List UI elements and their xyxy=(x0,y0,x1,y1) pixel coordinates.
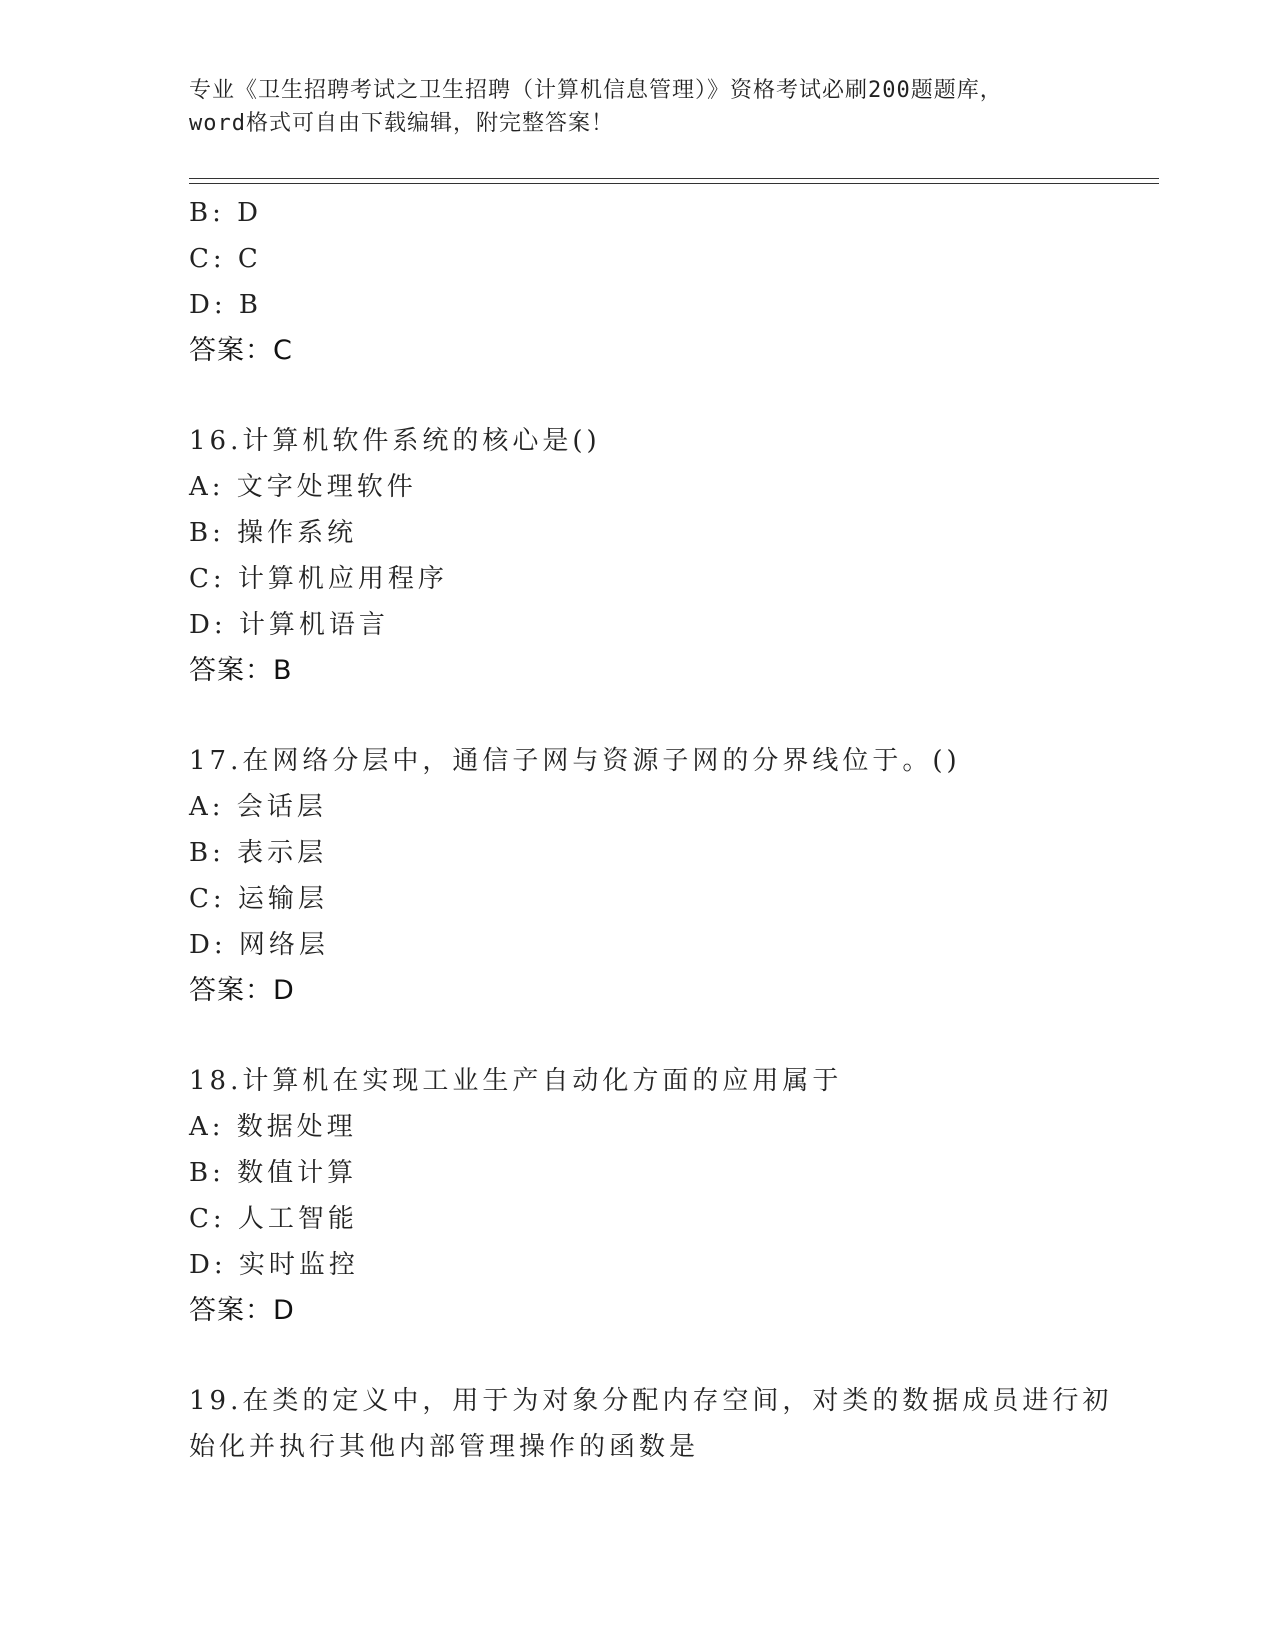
question-spacer xyxy=(189,694,1089,738)
question-text: 17.在网络分层中，通信子网与资源子网的分界线位于。() xyxy=(189,746,961,776)
question-spacer xyxy=(189,1014,1089,1058)
option-b: B: 数值计算 xyxy=(189,1158,358,1188)
header-title-line-2: word格式可自由下载编辑，附完整答案！ xyxy=(189,111,614,136)
option-c: C: 人工智能 xyxy=(189,1204,358,1234)
header-divider-top xyxy=(189,178,1159,179)
question-text: 18.计算机在实现工业生产自动化方面的应用属于 xyxy=(189,1066,843,1096)
option-d: D: B xyxy=(189,290,262,320)
option-a: A: 会话层 xyxy=(189,792,327,822)
question-spacer xyxy=(189,374,1089,418)
answer-text: 答案：C xyxy=(189,335,293,366)
option-b: B: 表示层 xyxy=(189,838,328,868)
question-spacer xyxy=(189,1334,1089,1378)
question-17 xyxy=(189,738,1089,1014)
header-divider-bottom xyxy=(189,183,1159,184)
option-a: A: 数据处理 xyxy=(189,1112,357,1142)
option-c: C: C xyxy=(189,244,262,274)
option-c: C: 计算机应用程序 xyxy=(189,564,448,594)
question-text-line-1: 19.在类的定义中，用于为对象分配内存空间，对类的数据成员进行初 xyxy=(189,1386,1113,1416)
answer-text: 答案：D xyxy=(189,975,295,1006)
question-18 xyxy=(189,1058,1089,1334)
option-b: B: D xyxy=(189,198,262,228)
header-title-line-1: 专业《卫生招聘考试之卫生招聘（计算机信息管理）》资格考试必刷200题题库， xyxy=(189,78,1003,103)
option-d: D: 网络层 xyxy=(189,930,329,960)
option-d: D: 计算机语言 xyxy=(189,610,389,640)
question-list xyxy=(189,190,1113,1470)
question-text: 16.计算机软件系统的核心是() xyxy=(189,426,601,456)
document-header xyxy=(189,74,1089,140)
option-b: B: 操作系统 xyxy=(189,518,358,548)
option-c: C: 运输层 xyxy=(189,884,328,914)
answer-text: 答案：B xyxy=(189,655,293,686)
question-19 xyxy=(189,1378,1113,1470)
option-d: D: 实时监控 xyxy=(189,1250,359,1280)
option-a: A: 文字处理软件 xyxy=(189,472,417,502)
answer-text: 答案：D xyxy=(189,1295,295,1326)
question-text-line-2: 始化并执行其他内部管理操作的函数是 xyxy=(189,1432,700,1462)
question-16 xyxy=(189,418,1089,694)
question-15-continued xyxy=(189,190,1089,374)
